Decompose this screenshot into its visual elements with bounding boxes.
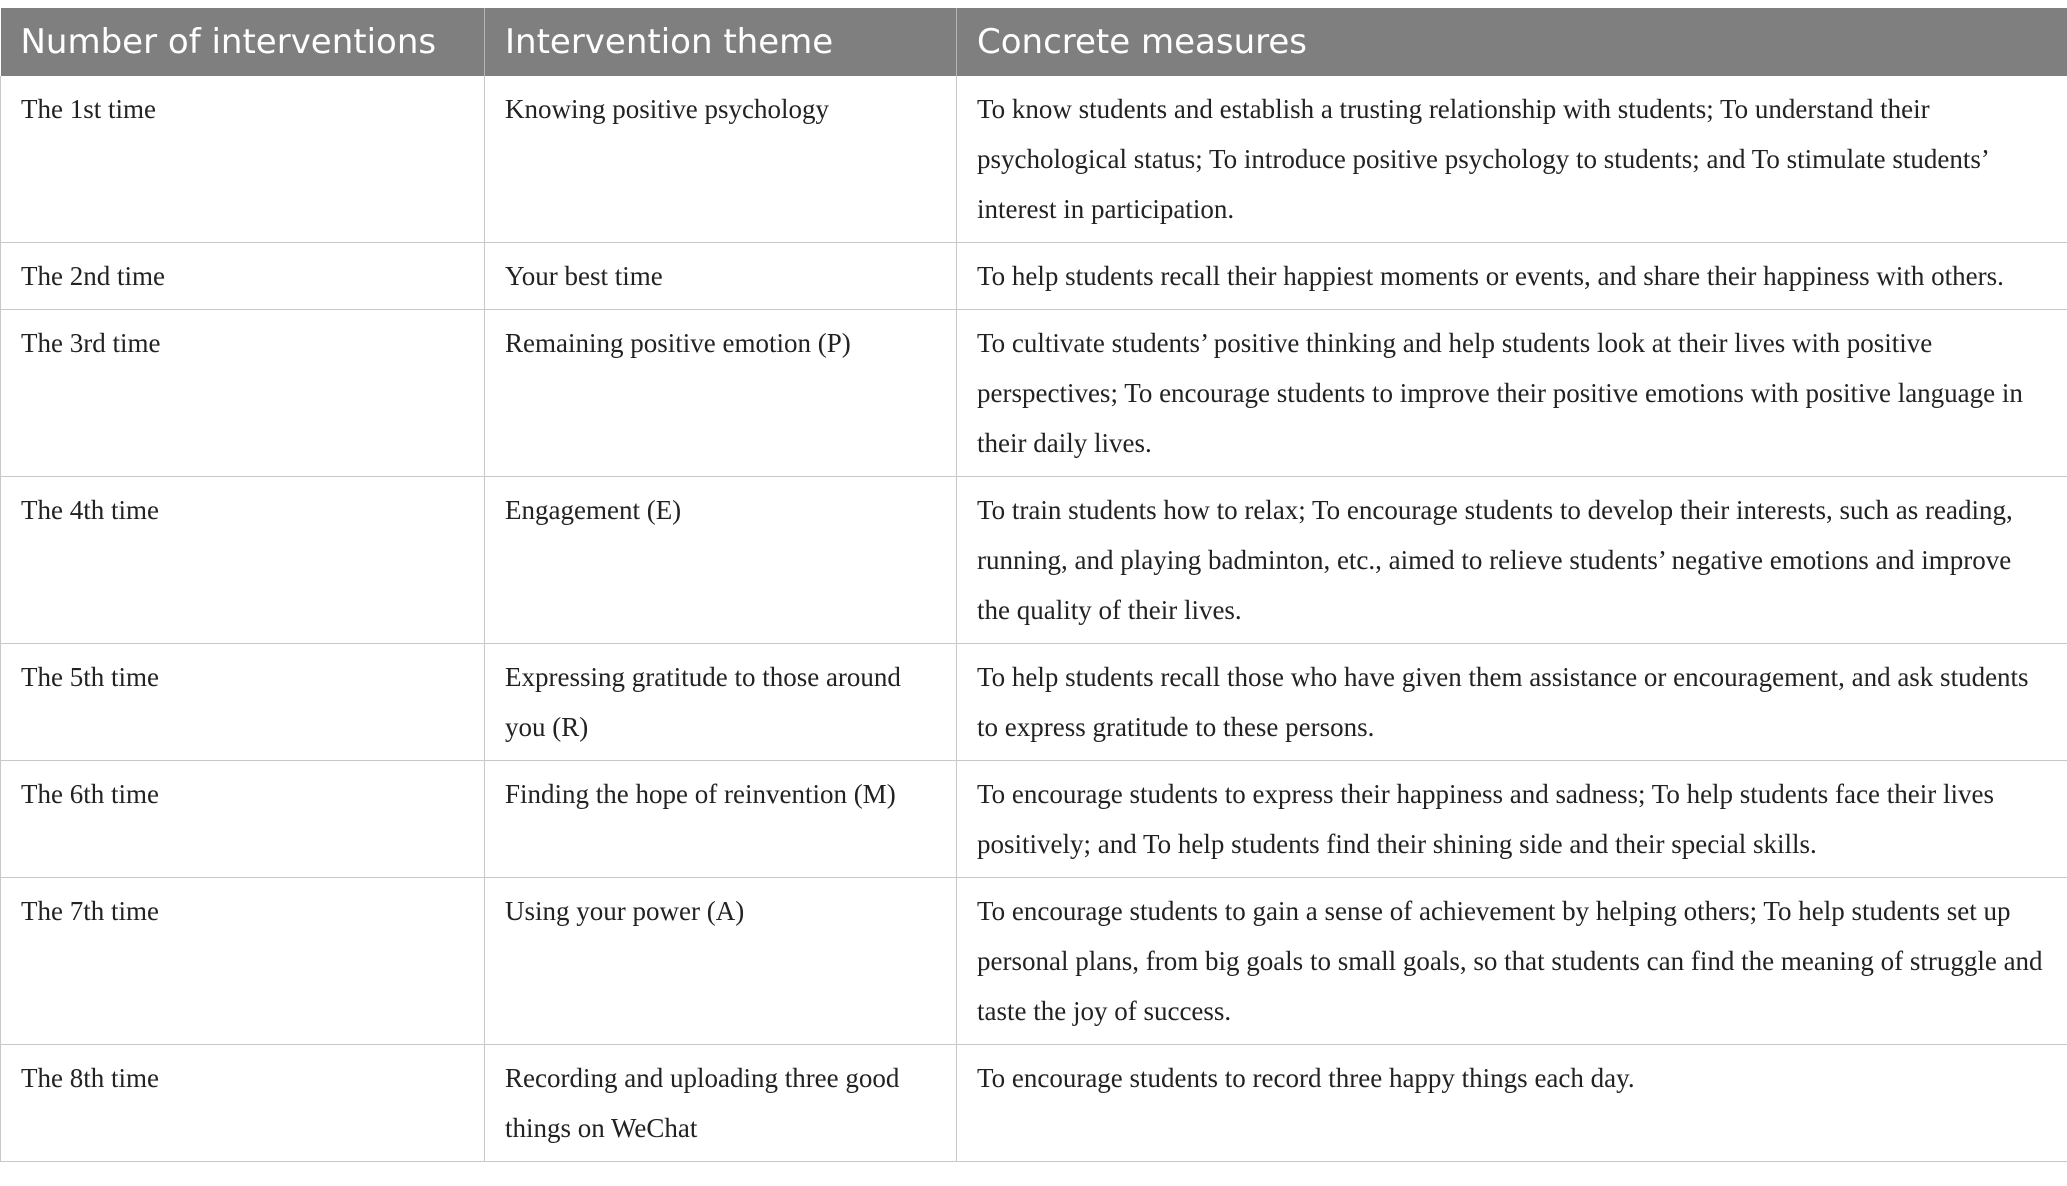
cell-theme: Expressing gratitude to those around you (R) [485, 644, 957, 761]
cell-number: The 2nd time [1, 243, 485, 310]
cell-measures: To train students how to relax; To encourage students to develop their interests, such as reading, running, and playing badminton, etc., aimed to relieve students’ negative emotions and improve the quality of their lives. [957, 477, 2067, 644]
cell-theme: Recording and uploading three good things on WeChat [485, 1045, 957, 1162]
table-row [1, 644, 2067, 761]
cell-measures: To encourage students to gain a sense of achievement by helping others; To help students set up personal plans, from big goals to small goals, so that students can find the meaning of struggle and taste the joy of success. [957, 878, 2067, 1045]
cell-measures: To help students recall those who have given them assistance or encouragement, and ask students to express gratitude to these persons. [957, 644, 2067, 761]
table-row [1, 310, 2067, 477]
cell-number: The 6th time [1, 761, 485, 878]
cell-measures: To know students and establish a trusting relationship with students; To understand their psychological status; To introduce positive psychology to students; and To stimulate students’ interest in participation. [957, 76, 2067, 243]
header-concrete-measures: Concrete measures [957, 8, 2067, 76]
table-header [1, 8, 2067, 76]
cell-theme: Remaining positive emotion (P) [485, 310, 957, 477]
cell-measures: To encourage students to record three happy things each day. [957, 1045, 2067, 1162]
table-row [1, 477, 2067, 644]
cell-number: The 8th time [1, 1045, 485, 1162]
cell-theme: Using your power (A) [485, 878, 957, 1045]
header-row [1, 8, 2067, 76]
table-body [1, 76, 2067, 1162]
cell-theme: Knowing positive psychology [485, 76, 957, 243]
cell-number: The 5th time [1, 644, 485, 761]
cell-number: The 1st time [1, 76, 485, 243]
cell-theme: Engagement (E) [485, 477, 957, 644]
header-number-of-interventions: Number of interventions [1, 8, 485, 76]
interventions-table [0, 8, 2067, 1162]
table-row [1, 1045, 2067, 1162]
cell-number: The 7th time [1, 878, 485, 1045]
table-row [1, 76, 2067, 243]
cell-measures: To cultivate students’ positive thinking and help students look at their lives with positive perspectives; To encourage students to improve their positive emotions with positive language in their daily lives. [957, 310, 2067, 477]
table-row [1, 243, 2067, 310]
table-row [1, 761, 2067, 878]
cell-measures: To encourage students to express their happiness and sadness; To help students face their lives positively; and To help students find their shining side and their special skills. [957, 761, 2067, 878]
cell-number: The 3rd time [1, 310, 485, 477]
header-intervention-theme: Intervention theme [485, 8, 957, 76]
cell-number: The 4th time [1, 477, 485, 644]
cell-theme: Your best time [485, 243, 957, 310]
table-row [1, 878, 2067, 1045]
cell-theme: Finding the hope of reinvention (M) [485, 761, 957, 878]
cell-measures: To help students recall their happiest moments or events, and share their happiness with others. [957, 243, 2067, 310]
table-container [0, 8, 2067, 1162]
